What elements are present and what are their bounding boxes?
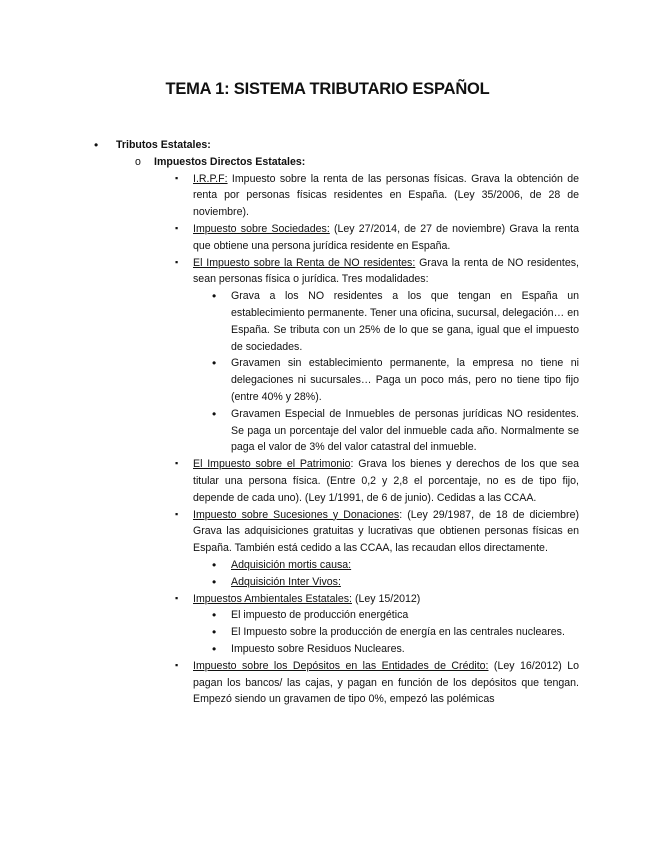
item-heading: El Impuesto sobre la Renta de NO residentes: — [193, 256, 416, 269]
subitem-text: Grava a los NO residentes a los que tengan en España un establecimiento permanente. Tener una oficina, sucursal, delegación… en España. Se tributa con un 25% de lo que se gana, igual que el impuesto de sociedades. — [231, 290, 579, 353]
list-item-patrimonio — [0, 456, 579, 506]
list-item-tributos-estatales — [0, 137, 579, 708]
list-item-produccion-energetica — [0, 607, 579, 624]
item-text: (Ley 15/2012) — [352, 592, 421, 605]
bullet-square-icon: ▪ — [175, 172, 179, 183]
subitem-text: Impuesto sobre Residuos Nucleares. — [231, 642, 405, 655]
bullet-circle-icon: o — [135, 155, 141, 168]
bullet-disc-icon: • — [212, 557, 217, 572]
subsection-label: Impuestos Directos Estatales: — [154, 155, 306, 168]
bullet-disc-icon: • — [212, 608, 217, 623]
list-item-inter-vivos — [0, 574, 579, 591]
bullet-square-icon: ▪ — [175, 659, 179, 670]
bullet-disc-icon: • — [94, 138, 99, 152]
list-item-modalidad-2 — [0, 355, 579, 405]
list-item-impuestos-directos — [0, 154, 579, 708]
list-item-mortis-causa — [0, 557, 579, 574]
bullet-disc-icon: • — [212, 406, 217, 421]
list-item-sociedades — [0, 221, 579, 255]
subitem-text: Adquisición Inter Vivos: — [231, 575, 341, 588]
bullet-square-icon: ▪ — [175, 256, 179, 267]
bullet-square-icon: ▪ — [175, 592, 179, 603]
item-heading: Impuestos Ambientales Estatales: — [193, 592, 352, 605]
list-item-modalidad-1 — [0, 288, 579, 355]
subitem-text: Adquisición mortis causa: — [231, 558, 352, 571]
bullet-square-icon: ▪ — [175, 222, 179, 233]
item-text: (Ley 27/2014, de 27 de noviembre) Grava la renta que obtiene una persona jurídica residente en España. — [193, 222, 579, 252]
item-text: (Ley 16/2012) Lo pagan los bancos/ las cajas, y pagan en función de los depósitos que tengan. Empezó siendo un gravamen de tipo 0%, empezó las polémicas — [193, 659, 580, 706]
list-item-ambientales — [0, 591, 579, 658]
list-item-centrales-nucleares — [0, 624, 579, 641]
bullet-disc-icon: • — [212, 625, 217, 640]
bullet-square-icon: ▪ — [175, 458, 179, 469]
list-item-sucesiones — [0, 507, 579, 591]
list-item-depositos — [0, 658, 579, 708]
list-item-no-residentes — [0, 255, 579, 457]
item-heading: I.R.P.F: — [193, 172, 228, 185]
bullet-disc-icon: • — [212, 574, 217, 589]
bullet-disc-icon: • — [212, 641, 217, 656]
subitem-text: El Impuesto sobre la producción de energía en las centrales nucleares. — [231, 626, 565, 639]
item-heading: Impuesto sobre los Depósitos en las Entidades de Crédito: — [193, 659, 489, 672]
page-title: TEMA 1: SISTEMA TRIBUTARIO ESPAÑOL — [165, 80, 490, 98]
subitem-text: El impuesto de producción energética — [231, 609, 409, 622]
bullet-square-icon: ▪ — [175, 508, 179, 519]
section-label: Tributos Estatales: — [116, 139, 211, 151]
document-body — [0, 137, 655, 708]
list-item-irpf — [0, 171, 579, 221]
item-text: Grava la renta de NO residentes, sean personas física o jurídica. Tres modalidades: — [193, 256, 579, 286]
item-heading: Impuesto sobre Sucesiones y Donaciones — [193, 508, 400, 521]
list-item-modalidad-3 — [0, 406, 579, 456]
item-heading: Impuesto sobre Sociedades: — [193, 222, 330, 235]
subitem-text: Gravamen Especial de Inmuebles de personas jurídicas NO residentes. Se paga un porcentaje del valor del inmueble cada año. Normalmente se paga el valor de 3% del valor catastral del inmueble. — [231, 407, 579, 454]
item-text: : Grava los bienes y derechos de los que sea titular una persona física. (Entre 0,2 y 2,8 el porcentaje, no es de tipo fijo, depende de cada uno). (Ley 1/1991, de 6 de junio). Cedidas a las CCAA. — [193, 458, 580, 504]
bullet-disc-icon: • — [212, 356, 217, 371]
subitem-text: Gravamen sin establecimiento permanente, la empresa no tiene ni delegaciones ni sucursales… Paga un poco más, pero no tiene tipo fijo (entre 40% y 28%). — [231, 357, 579, 403]
item-text: Impuesto sobre la renta de las personas físicas. Grava la obtención de renta por personas físicas residentes en España. (Ley 35/2006, de 28 de noviembre). — [193, 172, 579, 219]
list-item-residuos-nucleares — [0, 641, 579, 658]
item-heading: El Impuesto sobre el Patrimonio — [193, 458, 351, 471]
item-text: : (Ley 29/1987, de 18 de diciembre) Grava las adquisiciones gratuitas y lucrativas que obtienen personas físicas en España. También está cedido a las CCAA, las recaudan ellos directamente. — [193, 508, 579, 555]
bullet-disc-icon: • — [212, 289, 217, 304]
